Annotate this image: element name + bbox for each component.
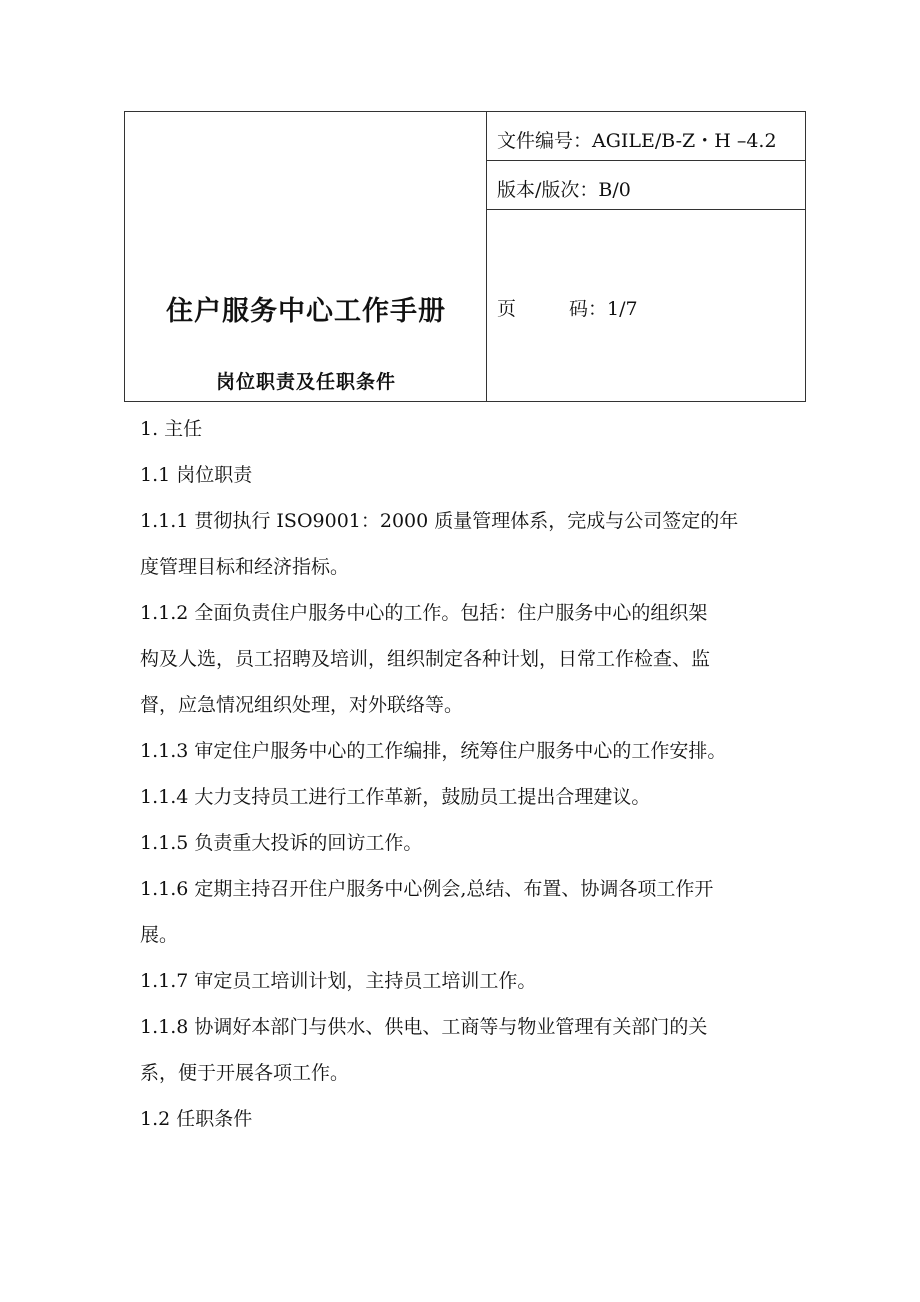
title-cell (125, 112, 487, 401)
body-line: 1.1.2 全面负责住户服务中心的工作。包括：住户服务中心的组织架 (140, 602, 708, 624)
body-line: 1.1.5 负责重大投诉的回访工作。 (140, 832, 423, 854)
body-line: 1.1.6 定期主持召开住户服务中心例会,总结、布置、协调各项工作开 (140, 878, 714, 900)
header-table (124, 111, 806, 402)
document-body (140, 406, 790, 1142)
page-label: 页 (497, 298, 517, 320)
body-line: 展。 (140, 924, 179, 946)
version-cell (487, 161, 805, 210)
page-cell (487, 210, 805, 401)
body-line: 1.1.1 贯彻执行 ISO9001：2000 质量管理体系，完成与公司签定的年 (140, 510, 739, 532)
body-line: 督，应急情况组织处理，对外联络等。 (140, 694, 464, 716)
manual-subtitle: 岗位职责及任职条件 (215, 371, 396, 393)
doc-number: 文件编号：AGILE/B-Z・H –4.2 (497, 130, 777, 152)
body-line: 1.1.4 大力支持员工进行工作革新，鼓励员工提出合理建议。 (140, 786, 651, 808)
body-line: 1.1.8 协调好本部门与供水、供电、工商等与物业管理有关部门的关 (140, 1016, 708, 1038)
body-line: 系，便于开展各项工作。 (140, 1062, 350, 1084)
page-value: 码：1/7 (569, 298, 638, 320)
body-line: 1.1 岗位职责 (140, 464, 253, 486)
body-line: 1.2 任职条件 (140, 1108, 253, 1130)
body-line: 1. 主任 (140, 418, 203, 440)
body-line: 构及人选，员工招聘及培训，组织制定各种计划，日常工作检查、监 (140, 648, 711, 670)
body-line: 度管理目标和经济指标。 (140, 556, 350, 578)
doc-number-cell (487, 112, 805, 161)
body-line: 1.1.3 审定住户服务中心的工作编排，统筹住户服务中心的工作安排。 (140, 740, 727, 762)
manual-title: 住户服务中心工作手册 (166, 296, 446, 327)
page-number (497, 294, 638, 321)
body-line: 1.1.7 审定员工培训计划，主持员工培训工作。 (140, 970, 537, 992)
version: 版本/版次：B/0 (497, 179, 631, 201)
